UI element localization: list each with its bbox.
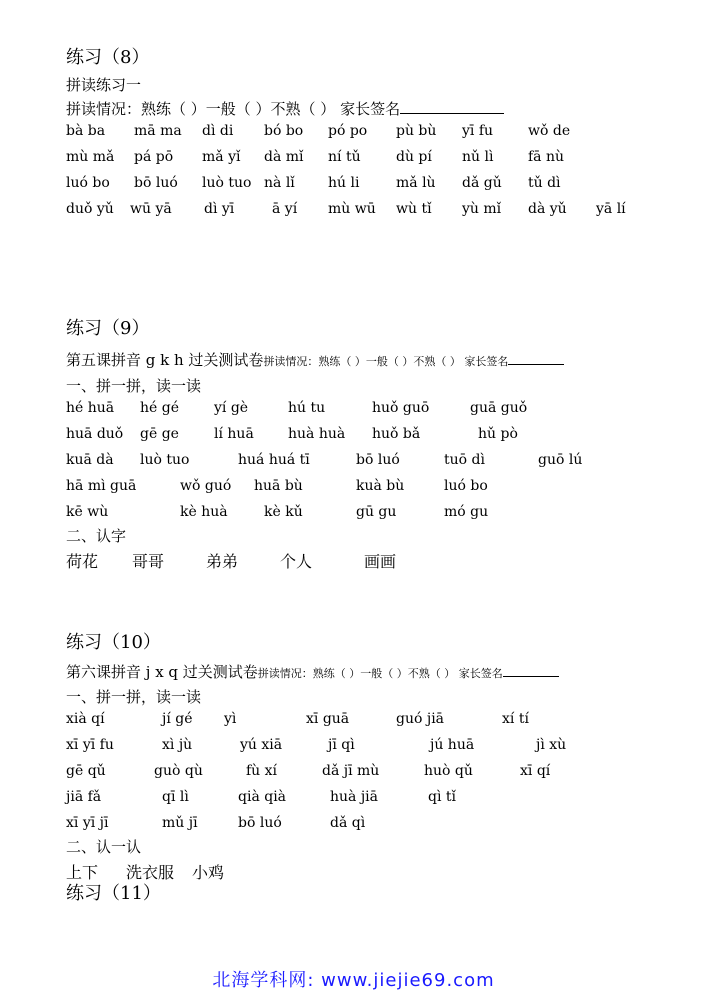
pinyin-word: mǎ yǐ xyxy=(202,149,241,165)
pinyin-word: xì jù xyxy=(162,737,193,753)
reading-status: 拼读情况：熟练（ ）一般（ ）不熟（ ） 家长签名 xyxy=(66,100,401,118)
pinyin-rows xyxy=(66,119,686,223)
part-heading: 一、拼一拼，读一读 xyxy=(66,688,202,706)
signature-line xyxy=(400,99,504,114)
pinyin-row xyxy=(66,707,686,733)
pinyin-word: gē qǔ xyxy=(66,763,106,779)
word-item: 画画 xyxy=(364,552,397,571)
pinyin-word: nǔ lì xyxy=(462,149,494,165)
word-item: 小鸡 xyxy=(192,863,225,882)
pinyin-word: mǎ lù xyxy=(396,175,436,191)
pinyin-word: hú tu xyxy=(288,400,326,416)
pinyin-word: hé gé xyxy=(140,400,179,416)
pinyin-word: bà ba xyxy=(66,123,106,139)
pinyin-word: pù bù xyxy=(396,123,437,139)
exercise-10 xyxy=(66,632,686,905)
pinyin-word: dǎ jī mù xyxy=(322,763,380,779)
pinyin-word: yí gè xyxy=(214,400,249,416)
pinyin-word: hú li xyxy=(328,175,360,191)
pinyin-word: luó bo xyxy=(66,175,110,191)
pinyin-word: bō luó xyxy=(134,175,178,191)
pinyin-word: ā yí xyxy=(272,201,298,217)
pinyin-row xyxy=(66,811,686,837)
pinyin-word: xí tí xyxy=(502,711,529,727)
word-item: 洗衣服 xyxy=(126,863,175,882)
pinyin-word: pó po xyxy=(328,123,368,139)
pinyin-word: xī qí xyxy=(520,763,551,779)
pinyin-word: yī fu xyxy=(462,123,494,139)
part-heading: 一、拼一拼，读一读 xyxy=(66,377,202,395)
pinyin-row xyxy=(66,119,686,145)
word-list xyxy=(66,546,686,576)
pinyin-word: qī lì xyxy=(162,789,189,805)
pinyin-word: qì tǐ xyxy=(428,789,456,805)
pinyin-word: bó bo xyxy=(264,123,304,139)
exercise-9 xyxy=(66,318,686,576)
exercise-subtitle: 拼读练习一 xyxy=(66,76,142,94)
word-item: 上下 xyxy=(66,863,99,882)
signature-line xyxy=(503,666,559,677)
pinyin-word: wǒ guó xyxy=(180,478,232,494)
pinyin-word: nà lǐ xyxy=(264,175,295,191)
pinyin-row xyxy=(66,733,686,759)
pinyin-word: huǒ guō xyxy=(372,400,430,416)
pinyin-word: dà yǔ xyxy=(528,201,567,217)
pinyin-word: bō luó xyxy=(238,815,282,831)
pinyin-word: dǎ qì xyxy=(330,815,366,831)
reading-status: 拼读情况：熟练（ ）一般（ ）不熟（ ） 家长签名 xyxy=(263,355,509,368)
signature-line xyxy=(508,354,564,365)
reading-status: 拼读情况：熟练（ ）一般（ ）不熟（ ） 家长签名 xyxy=(257,667,503,680)
pinyin-word: huā duǒ xyxy=(66,426,124,442)
footer-website: 北海学科网: www.jiejie69.com xyxy=(212,970,495,991)
pinyin-word: huǒ bǎ xyxy=(372,426,421,442)
pinyin-word: yì xyxy=(224,711,237,727)
exercise-title: 练习（11） xyxy=(66,883,161,904)
pinyin-row xyxy=(66,448,686,474)
pinyin-word: mó gu xyxy=(444,504,489,520)
pinyin-word: kuā dà xyxy=(66,452,114,468)
pinyin-word: duǒ yǔ xyxy=(66,201,114,217)
pinyin-word: guō lú xyxy=(538,452,583,468)
test-header xyxy=(66,350,686,372)
pinyin-row xyxy=(66,785,686,811)
pinyin-word: huà jiā xyxy=(330,789,378,805)
test-header-main: 第五课拼音 g k h 过关测试卷 xyxy=(66,351,264,369)
pinyin-word: kè huà xyxy=(180,504,228,520)
pinyin-word: dì di xyxy=(202,123,234,139)
pinyin-word: jì xù xyxy=(536,737,567,753)
pinyin-word: wù tǐ xyxy=(396,201,432,217)
word-item: 哥哥 xyxy=(132,552,165,571)
pinyin-row xyxy=(66,396,686,422)
pinyin-row xyxy=(66,759,686,785)
pinyin-word: kē wù xyxy=(66,504,109,520)
pinyin-word: kè kǔ xyxy=(264,504,303,520)
pinyin-word: xī yī jī xyxy=(66,815,109,831)
pinyin-word: huò qǔ xyxy=(424,763,473,779)
test-header-main: 第六课拼音 j x q 过关测试卷 xyxy=(66,663,258,681)
pinyin-word: guó jiā xyxy=(396,711,445,727)
pinyin-word: yā lí xyxy=(596,201,626,217)
test-header xyxy=(66,662,686,684)
pinyin-word: kuà bù xyxy=(356,478,405,494)
pinyin-word: mā ma xyxy=(134,123,182,139)
pinyin-word: ní tǔ xyxy=(328,149,361,165)
pinyin-word: xià qí xyxy=(66,711,105,727)
word-item: 个人 xyxy=(280,552,313,571)
pinyin-row xyxy=(66,171,686,197)
word-list xyxy=(66,857,686,883)
pinyin-word: xī guā xyxy=(306,711,350,727)
pinyin-word: jí gé xyxy=(162,711,193,727)
pinyin-word: mù mǎ xyxy=(66,149,115,165)
pinyin-word: huā bù xyxy=(254,478,303,494)
pinyin-word: wū yā xyxy=(130,201,172,217)
pinyin-row xyxy=(66,474,686,500)
pinyin-word: huá huá tī xyxy=(238,452,310,468)
exercise-title: 练习（8） xyxy=(66,47,150,68)
pinyin-word: dǎ gǔ xyxy=(462,175,502,191)
pinyin-word: yú xiā xyxy=(240,737,283,753)
pinyin-row xyxy=(66,422,686,448)
pinyin-word: lí huā xyxy=(214,426,254,442)
pinyin-rows xyxy=(66,396,686,526)
pinyin-word: fù xí xyxy=(246,763,278,779)
exercise-8 xyxy=(66,47,686,223)
word-item: 荷花 xyxy=(66,552,99,571)
exercise-title: 练习（9） xyxy=(66,318,150,339)
pinyin-word: bō luó xyxy=(356,452,400,468)
reading-status-line xyxy=(66,99,686,119)
pinyin-row xyxy=(66,197,686,223)
exercise-title: 练习（10） xyxy=(66,632,161,653)
pinyin-word: mǔ jī xyxy=(162,815,198,831)
pinyin-word: xī yī fu xyxy=(66,737,114,753)
pinyin-word: jī qì xyxy=(328,737,355,753)
pinyin-word: wǒ de xyxy=(528,123,571,139)
pinyin-word: tǔ dì xyxy=(528,175,561,191)
pinyin-word: hé huā xyxy=(66,400,115,416)
pinyin-word: gū gu xyxy=(356,504,397,520)
pinyin-word: luó bo xyxy=(444,478,488,494)
pinyin-row xyxy=(66,500,686,526)
part-heading: 二、认字 xyxy=(66,527,127,545)
pinyin-word: jiā fǎ xyxy=(66,789,102,805)
pinyin-rows xyxy=(66,707,686,837)
pinyin-word: yù mǐ xyxy=(462,201,502,217)
pinyin-word: hā mì guā xyxy=(66,478,137,494)
pinyin-row xyxy=(66,145,686,171)
pinyin-word: dà mǐ xyxy=(264,149,304,165)
pinyin-word: huà huà xyxy=(288,426,346,442)
pinyin-word: gē ge xyxy=(140,426,179,442)
pinyin-word: dì yī xyxy=(204,201,235,217)
pinyin-word: mù wū xyxy=(328,201,376,217)
pinyin-word: fā nù xyxy=(528,149,565,165)
pinyin-word: jú huā xyxy=(430,737,475,753)
pinyin-word: luò tuo xyxy=(202,175,252,191)
pinyin-word: guā guǒ xyxy=(470,400,528,416)
pinyin-word: qià qià xyxy=(238,789,287,805)
pinyin-word: pá pō xyxy=(134,149,174,165)
pinyin-word: guò qù xyxy=(154,763,203,779)
word-item: 弟弟 xyxy=(206,552,239,571)
pinyin-word: luò tuo xyxy=(140,452,190,468)
pinyin-word: dù pí xyxy=(396,149,432,165)
part-heading: 二、认一认 xyxy=(66,838,142,856)
pinyin-word: tuō dì xyxy=(444,452,485,468)
pinyin-word: hǔ pò xyxy=(478,426,518,442)
